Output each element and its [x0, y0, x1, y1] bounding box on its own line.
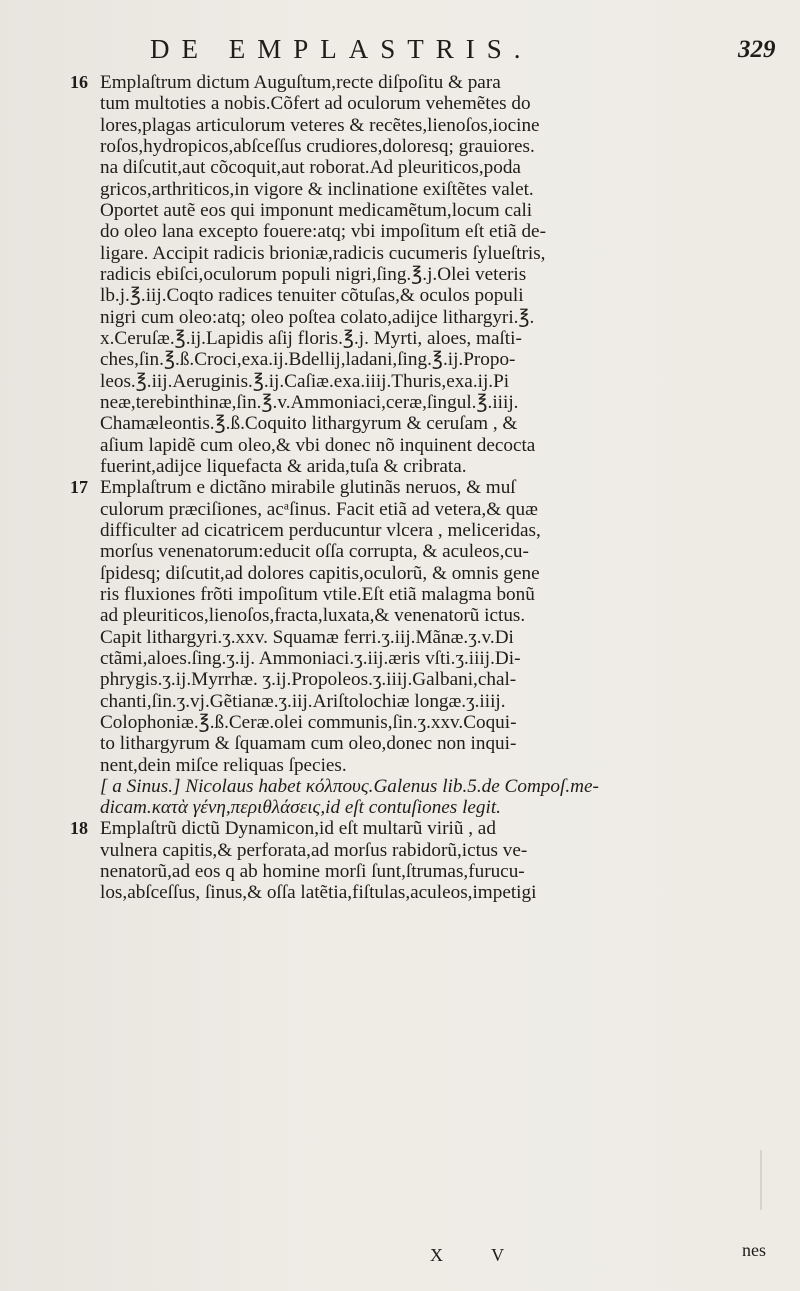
margin-shadow — [760, 1150, 762, 1210]
text-line: roſos,hydropicos,abſceſſus crudiores,doloresq; grauiores. — [100, 135, 535, 157]
text-line: ad pleuriticos,lienoſos,fracta,luxata,& venenatorũ ictus. — [100, 605, 526, 627]
text-line: lb.j.℥.iij.Coqto radices tenuiter cõtuſas,& oculos populi — [100, 285, 524, 307]
paragraph-number: 18 — [70, 818, 88, 839]
text-line: ſpidesq; diſcutit,ad dolores capitis,oculorũ, & omnis gene — [100, 562, 540, 584]
text-line: Colophoniæ.℥.ß.Ceræ.olei communis,ſin.ʒ.xxv.Coqui- — [100, 711, 517, 733]
text-line: Emplaſtrum e dictãno mirabile glutinãs neruos, & muſ — [100, 477, 516, 499]
text-line: Emplaſtrũ dictũ Dynamicon,id eſt multarũ viriũ , ad — [100, 818, 496, 840]
text-line: difficulter ad cicatricem perducuntur vlcera , meliceridas, — [100, 519, 541, 541]
text-line: Capit lithargyri.ʒ.xxv. Squamæ ferri.ʒ.iij.Mãnæ.ʒ.v.Di — [100, 626, 514, 648]
text-line: aſium lapidẽ cum oleo,& vbi donec nõ inquinent decocta — [100, 434, 536, 456]
text-line: ligare. Accipit radicis brioniæ,radicis cucumeris ſylueſtris, — [100, 242, 546, 264]
text-line: ctãmi,aloes.ſing.ʒ.ij. Ammoniaci.ʒ.iij.æris vſti.ʒ.iiij.Di- — [100, 647, 521, 669]
text-line: lores,plagas articulorum veteres & recẽtes,lienoſos,iocine — [100, 114, 540, 136]
text-line: gricos,arthriticos,in vigore & inclinatione exiſtẽtes valet. — [100, 178, 534, 200]
signature-mark: X V — [430, 1245, 527, 1265]
paragraph-17 — [70, 477, 790, 776]
text-line: Chamæleontis.℥.ß.Coquito lithargyrum & ceruſam , & — [100, 413, 518, 435]
text-line: ches,ſin.℥.ß.Croci,exa.ij.Bdellij,ladani,ſing.℥.ij.Propo- — [100, 349, 516, 371]
text-line: morſus venenatorum:educit oſſa corrupta, & aculeos,cu- — [100, 541, 529, 563]
text-line: ris fluxiones frõti impoſitum vtile.Eſt etiã malagma bonũ — [100, 583, 535, 605]
text-line: Emplaſtrum dictum Auguſtum,recte diſpoſitu & para — [100, 72, 501, 93]
text-line: phrygis.ʒ.ij.Myrrhæ. ʒ.ij.Propoleos.ʒ.iiij.Galbani,chal- — [100, 669, 517, 691]
paragraph-number: 17 — [70, 477, 88, 498]
editorial-note — [70, 776, 790, 819]
text-line: nigri cum oleo:atq; oleo poſtea colato,adijce lithargyri.℥. — [100, 306, 535, 328]
text-line: na diſcutit,aut cõcoquit,aut roborat.Ad pleuriticos,poda — [100, 157, 521, 179]
paragraph-18 — [70, 818, 790, 903]
text-line: tum multoties a nobis.Cõfert ad oculorum vehemẽtes do — [100, 93, 531, 115]
text-line: nenatorũ,ad eos q ab homine morſi ſunt,ſtrumas,furucu- — [100, 861, 525, 883]
note-line: [ a Sinus.] Nicolaus habet κόλπους.Galenus lib.5.de Compoſ.me- — [100, 775, 599, 797]
text-line: x.Ceruſæ.℥.ij.Lapidis aſij floris.℥.j. Myrti, aloes, maſti- — [100, 327, 522, 349]
text-line: radicis ebiſci,oculorum populi nigri,ſing.℥.j.Olei veteris — [100, 263, 527, 285]
text-line: neæ,terebinthinæ,ſin.℥.v.Ammoniaci,ceræ,ſingul.℥.iiij. — [100, 391, 519, 413]
paragraph-number: 16 — [70, 72, 88, 92]
text-line: leos.℥.iij.Aeruginis.℥.ij.Caſiæ.exa.iiij.Thuris,exa.ij.Pi — [100, 370, 510, 392]
text-line: nent,dein miſce reliquas ſpecies. — [100, 754, 347, 776]
text-line: vulnera capitis,& perforata,ad morſus rabidorũ,ictus ve- — [100, 839, 528, 861]
text-line: do oleo lana excepto fouere:atq; vbi impoſitum eſt etiã de- — [100, 221, 546, 243]
text-line: los,abſceſſus, ſinus,& oſſa latẽtia,fiſtulas,aculeos,impetigi — [100, 882, 537, 904]
text-line: Oportet autẽ eos qui imponunt medicamẽtum,locum cali — [100, 199, 533, 221]
text-line: chanti,ſin.ʒ.vj.Gẽtianæ.ʒ.iij.Ariſtolochiæ longæ.ʒ.iiij. — [100, 690, 506, 712]
text-line: culorum præciſiones, acᵃſinus. Facit etiã ad vetera,& quæ — [100, 498, 538, 520]
text-line: to lithargyrum & ſquamam cum oleo,donec non inqui- — [100, 733, 517, 755]
catchword: nes — [742, 1240, 766, 1260]
body-text — [70, 72, 790, 904]
text-line: fuerint,adijce liquefacta & arida,tuſa & cribrata. — [100, 455, 467, 477]
running-head: DE EMPLASTRIS. — [150, 34, 533, 64]
note-line: dicam.κατὰ γένη,περιθλάσεις,id eſt contuſiones legit. — [100, 797, 501, 819]
page-number: 329 — [738, 36, 776, 63]
paragraph-16 — [70, 72, 790, 477]
